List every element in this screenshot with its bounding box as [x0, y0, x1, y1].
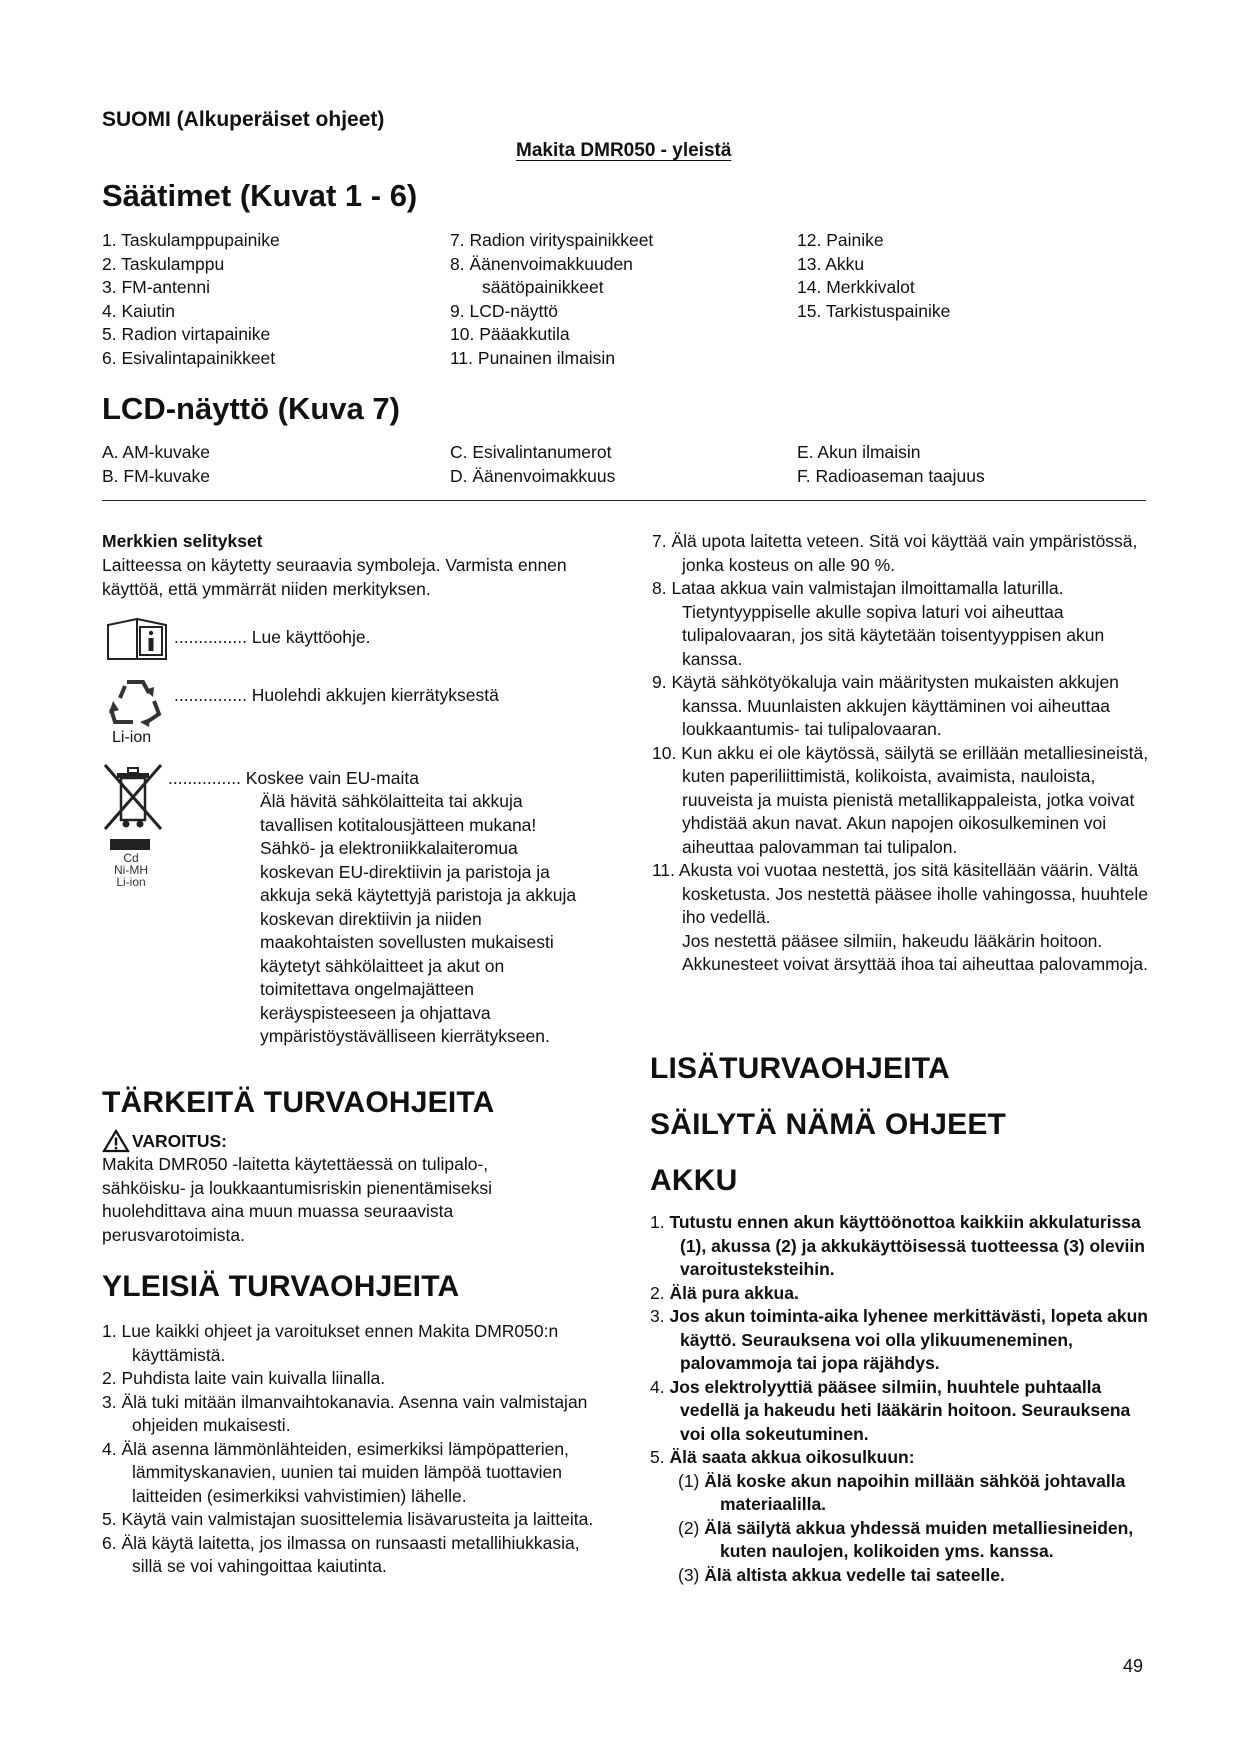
list-item: 3. FM-antenni — [102, 277, 210, 297]
list-item: Jos nestettä pääsee silmiin, hakeudu lääkärin hoitoon. Akkunesteet voivat ärsyttää ihoa tai aiheuttaa palovammoja. — [682, 930, 1148, 974]
crossed-bin-icon — [102, 762, 164, 832]
list-item: A. AM-kuvake — [102, 442, 210, 462]
list-item: 2. Taskulamppu — [102, 253, 225, 274]
list-item: (2) Älä säilytä akkua yhdessä muiden metalliesineiden, kuten naulojen, kolikoiden yms. kanssa. — [678, 1517, 1134, 1561]
lcd-column-2 — [450, 441, 615, 488]
recycle-caption: Li-ion — [112, 729, 152, 746]
list-item: 3. Jos akun toiminta-aika lyhenee merkittävästi, lopeta akun käyttö. Seurauksena voi olla ylikuumeneminen, palovammoja tai jopa räjähdys. — [650, 1306, 1148, 1373]
list-item: 13. Akku — [797, 253, 865, 274]
list-item: 5. Radion virtapainike — [102, 324, 271, 344]
read-manual-label: ............... Lue käyttöohje. — [174, 627, 371, 647]
list-item: F. Radioaseman taajuus — [797, 465, 985, 486]
list-item: 1. Tutustu ennen akun käyttöönottoa kaikkiin akkulaturissa (1), akussa (2) ja akkukäyttöisessä tuotteessa (3) oleviin varoitusteksteihin. — [650, 1212, 1145, 1279]
list-item: (1) Älä koske akun napoihin millään sähköä johtavalla materiaalilla. — [678, 1470, 1126, 1514]
list-item: 11. Akusta voi vuotaa nestettä, jos sitä käsitellään väärin. Vältä kosketusta. Jos nestettä pääsee iholle vahingossa, huuhtele iho vedellä. — [652, 860, 1149, 927]
list-item: 14. Merkkivalot — [797, 277, 915, 297]
list-item: 8. Lataa akkua vain valmistajan ilmoittamalla laturilla. Tietyntyyppiselle akulle sopiva laturi voi aiheuttaa tulipalovaaran, jos sitä käytetään toisentyyppisen akun kanssa. — [652, 578, 1105, 669]
list-item: 15. Tarkistuspainike — [797, 300, 951, 321]
lcd-heading: LCD-näyttö (Kuva 7) — [102, 391, 400, 426]
controls-column-2 — [450, 229, 653, 370]
eu-label: ............... Koskee vain EU-maita — [168, 768, 419, 788]
read-manual-icon — [106, 617, 168, 661]
warning-text: Makita DMR050 -laitetta käytettäessä on tulipalo-, sähköisku- ja loukkaantumisriskin pienentämiseksi huolehdittava aina muun muassa seuraavista perusvarotoimista. — [102, 1154, 493, 1245]
controls-column-1 — [102, 229, 280, 370]
list-item: 5. Käytä vain valmistajan suosittelemia lisävarusteita ja laitteita. — [102, 1509, 594, 1529]
list-item: 12. Painike — [797, 230, 884, 250]
list-item: 2. Älä pura akkua. — [650, 1282, 799, 1303]
battery-types-caption: Cd Ni-MH Li-ion — [114, 851, 148, 889]
battery-heading: AKKU — [650, 1164, 738, 1197]
list-item: 2. Puhdista laite vain kuivalla liinalla. — [102, 1368, 386, 1388]
lcd-column-1 — [102, 441, 210, 488]
recycle-label: ............... Huolehdi akkujen kierrätyksestä — [174, 685, 499, 705]
safety-list-continued — [652, 530, 1152, 977]
eu-text: Älä hävitä sähkölaitteita tai akkuja tavallisen kotitalousjätteen mukana! Sähkö- ja elektroniikkalaiteromua koskevan EU-direktiivin ja paristoja ja akkuja sekä käytettyjä paristoja ja akkuja koskevan direktiivin ja niiden maakohtaisten sovellusten mukaisesti käytetyt sähkölaitteet ja akut on toimitettava ongelmajätteen keräyspisteeseen ja ohjattava ympäristöystävälliseen kierrätykseen. — [260, 791, 577, 1046]
warning-label: VAROITUS: — [132, 1130, 227, 1151]
list-item: (3) Älä altista akkua vedelle tai sateelle. — [678, 1564, 1005, 1585]
list-item: 9. Käytä sähkötyökaluja vain määritysten mukaisten akkujen kanssa. Muunlaisten akkujen käyttäminen voi aiheuttaa loukkaantumis- tai tulipalovaaran. — [652, 672, 1119, 739]
list-item: D. Äänenvoimakkuus — [450, 465, 616, 486]
list-item: 10. Kun akku ei ole käytössä, säilytä se erillään metalliesineistä, kuten paperiliittimistä, kolikoista, avaimista, nauloista, ruuveista ja muista pienistä metallikappaleista, jotka voivat yhdistää akun navat. Akun napojen oikosulkeminen voi aiheuttaa palovamman tai tulipalon. — [652, 742, 1149, 857]
list-item: 1. Taskulamppupainike — [102, 230, 280, 250]
list-item: 7. Älä upota laitetta veteen. Sitä voi käyttää vain ympäristössä, jonka kosteus on alle 90 %. — [652, 531, 1138, 575]
section-divider — [102, 500, 1146, 501]
list-item: säätöpainikkeet — [482, 277, 604, 297]
list-item: 3. Älä tuki mitään ilmanvaihtokanavia. Asenna vain valmistajan ohjeiden mukaisesti. — [102, 1391, 588, 1435]
lcd-column-3 — [797, 441, 985, 488]
list-item: 4. Jos elektrolyyttiä pääsee silmiin, huuhtele puhtaalla vedellä ja hakeudu heti lääkärin hoitoon. Seurauksena voi olla sokeutuminen. — [650, 1376, 1131, 1444]
controls-column-3 — [797, 229, 950, 323]
battery-list — [650, 1211, 1150, 1587]
list-item: 1. Lue kaikki ohjeet ja varoitukset ennen Makita DMR050:n käyttämistä. — [102, 1321, 559, 1365]
list-item: 5. Älä saata akkua oikosulkuun: — [650, 1447, 915, 1467]
list-item: 9. LCD-näyttö — [450, 300, 558, 321]
list-item: B. FM-kuvake — [102, 465, 210, 486]
list-item: 4. Älä asenna lämmönlähteiden, esimerkiksi lämpöpatterien, lämmityskanavien, uunien tai muiden lämpöä tuottavien laitteiden (esimerkiksi vahvistimien) lähelle. — [102, 1438, 569, 1506]
list-item: 6. Esivalintapainikkeet — [102, 347, 276, 368]
list-item: 8. Äänenvoimakkuuden — [450, 253, 633, 274]
additional-heading: LISÄTURVAOHJEITA — [650, 1052, 950, 1085]
list-item: 6. Älä käytä laitetta, jos ilmassa on runsaasti metallihiukkasia, sillä se voi vahingoittaa kaiutinta. — [102, 1532, 580, 1576]
symbols-heading: Merkkien selitykset — [102, 531, 263, 551]
separate-collection-bar — [110, 839, 150, 850]
symbols-intro: Laitteessa on käytetty seuraavia symboleja. Varmista ennen käyttöä, että ymmärrät niiden merkityksen. — [102, 555, 567, 599]
controls-heading: Säätimet (Kuvat 1 - 6) — [102, 178, 418, 213]
page-number: 49 — [1123, 1656, 1144, 1676]
list-item: 4. Kaiutin — [102, 300, 175, 321]
general-heading: YLEISIÄ TURVAOHJEITA — [102, 1270, 460, 1303]
general-list — [102, 1320, 602, 1579]
list-item: E. Akun ilmaisin — [797, 442, 921, 462]
language-header: SUOMI (Alkuperäiset ohjeet) — [102, 108, 385, 131]
important-heading: TÄRKEITÄ TURVAOHJEITA — [102, 1086, 495, 1119]
document-title: Makita DMR050 - yleistä — [516, 140, 732, 161]
recycle-icon — [107, 676, 163, 728]
list-item: 10. Pääakkutila — [450, 324, 570, 344]
list-item: 11. Punainen ilmaisin — [450, 347, 616, 368]
list-item: C. Esivalintanumerot — [450, 442, 612, 462]
warning-icon — [102, 1129, 130, 1153]
list-item: 7. Radion virityspainikkeet — [450, 230, 654, 250]
warning-row — [102, 1129, 227, 1153]
keep-instructions-heading: SÄILYTÄ NÄMÄ OHJEET — [650, 1108, 1007, 1141]
